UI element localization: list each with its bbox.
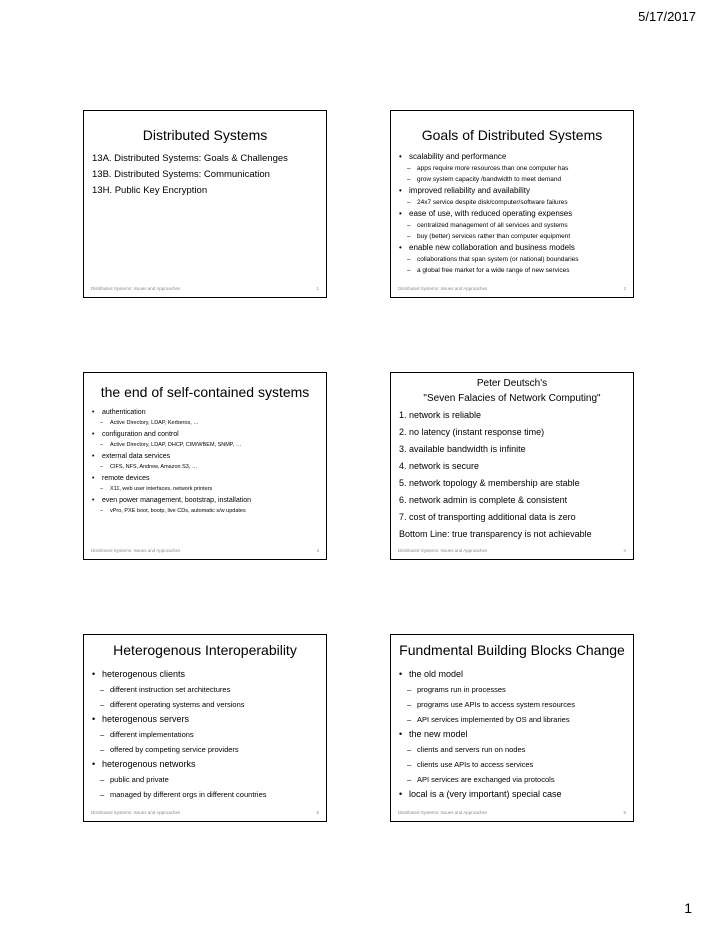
slide-title: the end of self-contained systems	[100, 384, 310, 400]
footer-text: Distributed Systems: Issues and Approaches	[398, 810, 488, 815]
agenda-item: 13B. Distributed Systems: Communication	[92, 169, 270, 180]
agenda-item: 13H. Public Key Encryption	[92, 185, 208, 196]
slide-body	[399, 151, 627, 276]
sub-bullet: – offered by competing service providers	[92, 742, 320, 757]
bullet: • external data services	[92, 451, 320, 462]
sub-bullet: – a global free market for a wide range of new services	[399, 265, 627, 276]
sub-bullet: – different instruction set architectures	[92, 682, 320, 697]
footer-text: Distributed Systems: Issues and Approaches	[398, 548, 488, 553]
sub-bullet: – apps require more resources than one computer has	[399, 163, 627, 174]
bullet: • authentication	[92, 407, 320, 418]
slide-body	[399, 667, 627, 802]
bullet: • heterogenous networks	[92, 757, 320, 772]
slide-body	[92, 667, 320, 802]
sub-bullet: – API services implemented by OS and libraries	[399, 712, 627, 727]
bullet: • heterogenous servers	[92, 712, 320, 727]
sub-bullet: – managed by different orgs in different countries	[92, 787, 320, 802]
bullet: • the old model	[399, 667, 627, 682]
bullet: • heterogenous clients	[92, 667, 320, 682]
slide-footer	[91, 810, 319, 815]
sub-bullet: – programs use APIs to access system resources	[399, 697, 627, 712]
slide-number: 4	[623, 548, 626, 553]
slide-4	[390, 372, 634, 560]
bullet: • configuration and control	[92, 429, 320, 440]
bullet: • enable new collaboration and business models	[399, 242, 627, 254]
slide-title-line: Peter Deutsch's	[476, 378, 548, 389]
bullet: • local is a (very important) special case	[399, 787, 627, 802]
sub-bullet: – vPro, PXE boot, bootp, live CDs, automatic s/w updates	[92, 506, 320, 517]
footer-text: Distributed Systems: Issues and Approaches	[398, 286, 488, 291]
slide-number: 6	[623, 810, 626, 815]
slide-3	[83, 372, 327, 560]
bullet: • improved reliability and availability	[399, 185, 627, 197]
slide-2	[390, 110, 634, 298]
slide-footer	[398, 548, 626, 553]
fallacy-item: 6. network admin is complete & consistent	[399, 495, 568, 505]
slide-body	[92, 407, 320, 517]
sub-bullet: – clients and servers run on nodes	[399, 742, 627, 757]
slide-number: 1	[316, 286, 319, 291]
sub-bullet: – different implementations	[92, 727, 320, 742]
agenda-item: 13A. Distributed Systems: Goals & Challenges	[92, 153, 288, 164]
page-date: 5/17/2017	[638, 9, 696, 24]
sub-bullet: – collaborations that span system (or national) boundaries	[399, 254, 627, 265]
sub-bullet: – API services are exchanged via protocols	[399, 772, 627, 787]
bottom-line: Bottom Line: true transparency is not achievable	[399, 529, 592, 539]
footer-text: Distributed Systems: Issues and Approaches	[91, 286, 181, 291]
bullet: • ease of use, with reduced operating expenses	[399, 208, 627, 220]
slide-footer	[398, 810, 626, 815]
sub-bullet: – centralized management of all services and systems	[399, 220, 627, 231]
sub-bullet: – Active Directory, LDAP, Kerberos, …	[92, 418, 320, 429]
slide-6	[390, 634, 634, 822]
sub-bullet: – Active Directory, LDAP, DHCP, CIM/WBEM, SNMP, …	[92, 440, 320, 451]
bullet: • scalability and performance	[399, 151, 627, 163]
fallacy-item: 4. network is secure	[399, 461, 480, 471]
slide-number: 2	[623, 286, 626, 291]
sub-bullet: – public and private	[92, 772, 320, 787]
slide-footer	[91, 548, 319, 553]
slide-title: Distributed Systems	[142, 127, 268, 143]
sub-bullet: – different operating systems and versions	[92, 697, 320, 712]
slide-title-line: "Seven Falacies of Network Computing"	[423, 393, 601, 404]
slide-title	[391, 376, 633, 406]
slide-title: Heterogenous Interoperability	[113, 642, 297, 658]
sub-bullet: – CIFS, NFS, Andrew, Amazon S3, …	[92, 462, 320, 473]
fallacy-item: 1. network is reliable	[399, 410, 482, 420]
slide-title: Goals of Distributed Systems	[421, 127, 603, 143]
slide-5	[83, 634, 327, 822]
sub-bullet: – grow system capacity /bandwidth to meet demand	[399, 174, 627, 185]
page-number: 1	[684, 900, 692, 916]
bullet: • the new model	[399, 727, 627, 742]
sub-bullet: – buy (better) services rather than computer equipment	[399, 231, 627, 242]
slide-title: Fundmental Building Blocks Change	[399, 642, 625, 658]
footer-text: Distributed Systems: Issues and Approaches	[91, 810, 181, 815]
bullet: • remote devices	[92, 473, 320, 484]
slide-footer	[398, 286, 626, 291]
fallacy-item: 5. network topology & membership are stable	[399, 478, 580, 488]
sub-bullet: – 24x7 service despite disk/computer/software failures	[399, 197, 627, 208]
sub-bullet: – clients use APIs to access services	[399, 757, 627, 772]
sub-bullet: – X11, web user interfaces, network printers	[92, 484, 320, 495]
fallacy-item: 7. cost of transporting additional data is zero	[399, 512, 576, 522]
slide-body	[92, 151, 320, 199]
footer-text: Distributed Systems: Issues and Approaches	[91, 548, 181, 553]
slide-number: 5	[316, 810, 319, 815]
fallacy-item: 3. available bandwidth is infinite	[399, 444, 526, 454]
slide-1	[83, 110, 327, 298]
bullet: • even power management, bootstrap, installation	[92, 495, 320, 506]
slide-footer	[91, 286, 319, 291]
slide-body	[399, 407, 627, 543]
slide-number: 3	[316, 548, 319, 553]
fallacy-item: 2. no latency (instant response time)	[399, 427, 545, 437]
sub-bullet: – programs run in processes	[399, 682, 627, 697]
